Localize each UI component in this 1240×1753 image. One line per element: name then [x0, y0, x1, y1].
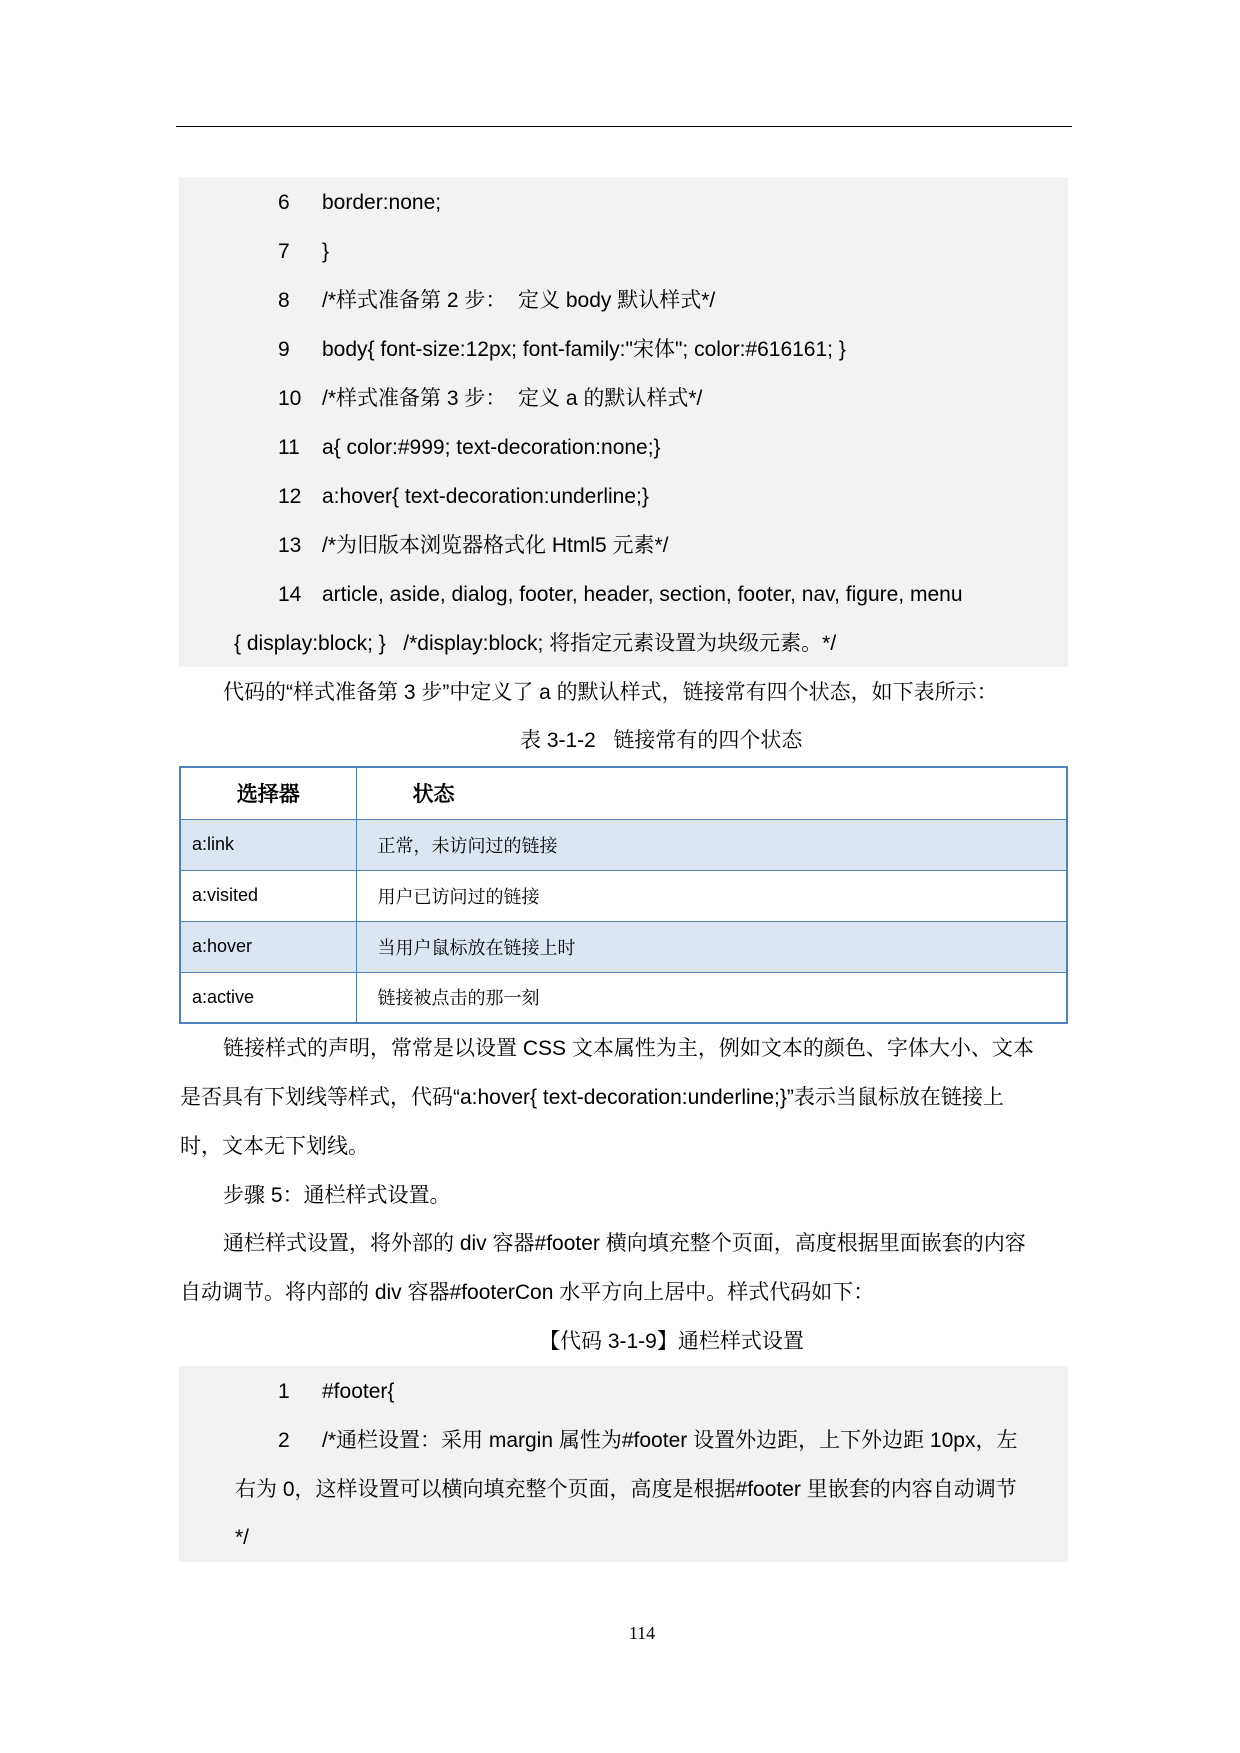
table-row	[180, 972, 1067, 1023]
code-line	[179, 570, 1068, 619]
code-line	[179, 1416, 1068, 1465]
line-number: 1	[278, 1380, 290, 1403]
code-line	[179, 472, 1068, 521]
selector-cell: a:hover	[180, 921, 356, 972]
header-rule	[176, 126, 1072, 127]
code-text: article, aside, dialog, footer, header, section, footer, nav, figure, menu	[322, 583, 963, 606]
line-number: 7	[278, 240, 290, 263]
code-text: /*样式准备第 3 步： 定义 a 的默认样式*/	[322, 387, 703, 410]
state-cell: 当用户鼠标放在链接上时	[356, 921, 1067, 972]
code-text: border:none;	[322, 191, 442, 214]
code-continuation-line	[179, 1513, 1068, 1562]
code-caption: 【代码 3-1-9】通栏样式设置	[539, 1330, 804, 1353]
step-5-heading: 步骤 5：通栏样式设置。	[223, 1184, 451, 1207]
code-line	[179, 178, 1068, 227]
paragraph-link-style-line: 时，文本无下划线。	[180, 1135, 369, 1158]
code-block-2	[179, 1366, 1068, 1562]
line-number: 13	[278, 534, 302, 557]
paragraph-link-style-line: 是否具有下划线等样式，代码“a:hover{ text-decoration:underline;}”表示当鼠标放在链接上	[180, 1086, 1004, 1109]
code-text: */	[235, 1526, 250, 1549]
code-line	[179, 325, 1068, 374]
code-text: { display:block; } /*display:block; 将指定元素设置为块级元素。*/	[234, 632, 837, 655]
header-state: 状态	[356, 767, 1067, 819]
line-number: 11	[278, 436, 300, 459]
page-number: 114	[628, 1623, 656, 1643]
line-number: 6	[278, 191, 290, 214]
code-line	[179, 276, 1068, 325]
code-text: a{ color:#999; text-decoration:none;}	[322, 436, 661, 459]
table-header-row	[180, 767, 1067, 819]
table-row	[180, 921, 1067, 972]
paragraph-footer-line: 通栏样式设置，将外部的 div 容器#footer 横向填充整个页面，高度根据里面嵌套的内容	[223, 1232, 1026, 1255]
selector-cell: a:link	[180, 819, 356, 870]
code-text: /*样式准备第 2 步： 定义 body 默认样式*/	[322, 289, 716, 312]
line-number: 8	[278, 289, 290, 312]
code-text: body{ font-size:12px; font-family:"宋体"; color:#616161; }	[322, 338, 846, 361]
state-cell: 链接被点击的那一刻	[356, 972, 1067, 1023]
table-caption: 表 3-1-2 链接常有的四个状态	[520, 729, 803, 752]
link-states-table	[179, 766, 1068, 1024]
table-row	[180, 819, 1067, 870]
state-cell: 正常，未访问过的链接	[356, 819, 1067, 870]
code-continuation-line	[179, 619, 1068, 668]
code-text: 右为 0，这样设置可以横向填充整个页面，高度是根据#footer 里嵌套的内容自动调节	[235, 1478, 1017, 1501]
line-number: 14	[278, 583, 302, 606]
code-line	[179, 521, 1068, 570]
code-continuation-line	[179, 1465, 1068, 1514]
paragraph-link-style-line: 链接样式的声明，常常是以设置 CSS 文本属性为主，例如文本的颜色、字体大小、文本	[223, 1037, 1034, 1060]
selector-cell: a:active	[180, 972, 356, 1023]
code-text: #footer{	[322, 1380, 395, 1403]
line-number: 10	[278, 387, 302, 410]
table-row	[180, 870, 1067, 921]
code-line	[179, 374, 1068, 423]
code-text: /*通栏设置：采用 margin 属性为#footer 设置外边距，上下外边距 10px，左	[322, 1429, 1018, 1452]
paragraph-footer-line: 自动调节。将内部的 div 容器#footerCon 水平方向上居中。样式代码如下：	[180, 1281, 875, 1304]
selector-cell: a:visited	[180, 870, 356, 921]
code-line	[179, 423, 1068, 472]
header-selector: 选择器	[180, 767, 356, 819]
code-line	[179, 227, 1068, 276]
line-number: 9	[278, 338, 290, 361]
code-text: a:hover{ text-decoration:underline;}	[322, 485, 649, 508]
code-text: /*为旧版本浏览器格式化 Html5 元素*/	[322, 534, 669, 557]
code-text: }	[322, 240, 330, 263]
line-number: 12	[278, 485, 302, 508]
line-number: 2	[278, 1429, 290, 1452]
code-block-1	[179, 177, 1068, 667]
paragraph-intro: 代码的“样式准备第 3 步”中定义了 a 的默认样式，链接常有四个状态，如下表所示：	[223, 681, 998, 704]
code-line	[179, 1367, 1068, 1416]
state-cell: 用户已访问过的链接	[356, 870, 1067, 921]
